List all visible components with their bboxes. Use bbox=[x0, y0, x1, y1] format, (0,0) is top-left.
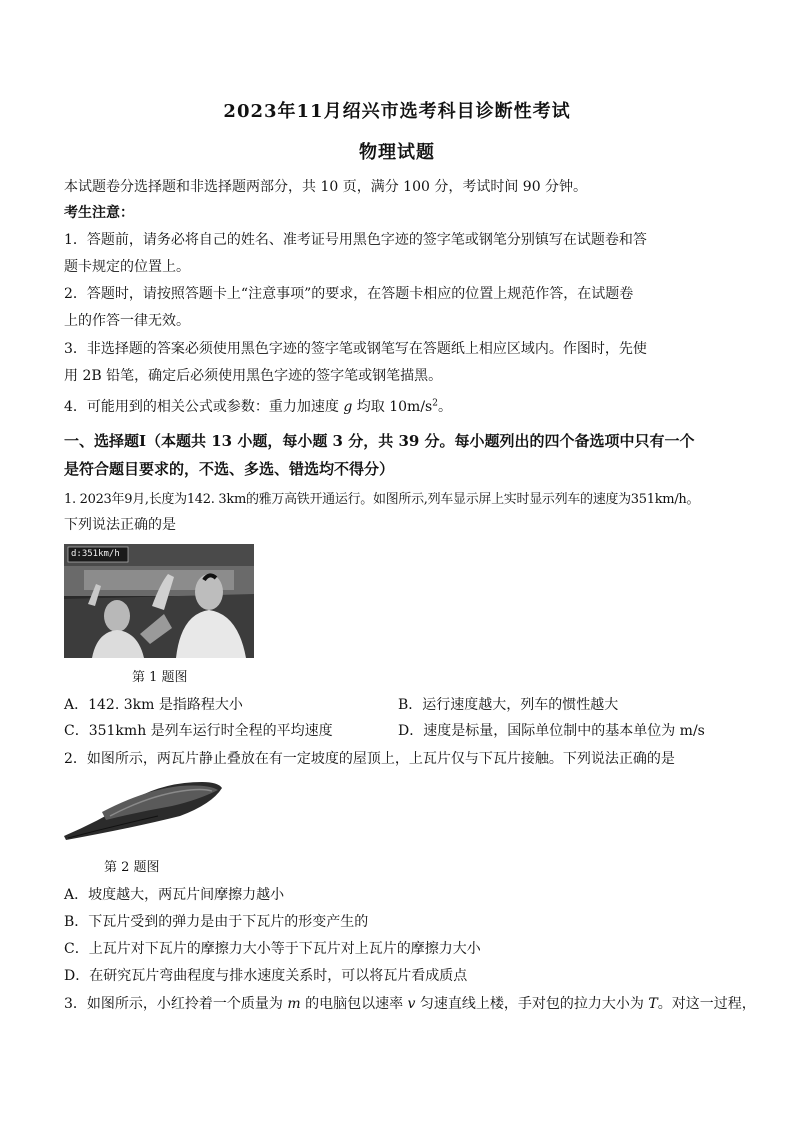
note-line: 3．非选择题的答案必须使用黑色字迹的签字笔或钢笔写在答题纸上相应区域内。作图时，先使 bbox=[64, 341, 647, 357]
q1-option-c: C．351kmh 是列车运行时全程的平均速度 bbox=[64, 723, 333, 739]
q2-option-d: D．在研究瓦片弯曲程度与排水速度关系时，可以将瓦片看成质点 bbox=[64, 968, 468, 984]
exam-title: 2023年11月绍兴市选考科目诊断性考试 bbox=[223, 101, 571, 122]
speed-display-text: d:351km/h bbox=[71, 549, 120, 559]
q1-option-d: D．速度是标量，国际单位制中的基本单位为 m/s bbox=[398, 723, 705, 739]
notice-heading: 考生注意： bbox=[64, 205, 134, 221]
train-interior-photo bbox=[64, 544, 254, 658]
note-line: 题卡规定的位置上。 bbox=[64, 259, 190, 275]
intro-summary: 本试题卷分选择题和非选择题两部分，共 10 页，满分 100 分，考试时间 90 分钟。 bbox=[64, 179, 588, 195]
note-4: 4．可能用到的相关公式或参数：重力加速度 g 均取 $10m/s^2$。 bbox=[64, 398, 452, 415]
train-photo-graphic bbox=[64, 544, 254, 658]
roof-tiles-graphic bbox=[62, 776, 224, 842]
q2-stem: 2．如图所示，两瓦片静止叠放在有一定坡度的屋顶上，上瓦片仅与下瓦片接触。下列说法正确的是 bbox=[64, 751, 675, 767]
note-line: 上的作答一律无效。 bbox=[64, 313, 190, 329]
q1-stem: 1. 2023年9月,长度为142. 3km的雅万高铁开通运行。如图所示,列车显示屏上实时显示列车的速度为351km/h。 bbox=[64, 492, 700, 507]
section-heading: 是符合题目要求的，不选、多选、错选均不得分） bbox=[64, 460, 395, 478]
roof-tiles-figure bbox=[62, 776, 224, 842]
q2-option-b: B．下瓦片受到的弹力是由于下瓦片的形变产生的 bbox=[64, 914, 369, 930]
q2-figure-caption: 第 2 题图 bbox=[104, 860, 160, 875]
note-line: 2．答题时，请按照答题卡上“注意事项”的要求，在答题卡相应的位置上规范作答，在试题卷 bbox=[64, 286, 634, 302]
q1-figure-caption: 第 1 题图 bbox=[132, 670, 188, 685]
q2-option-c: C．上瓦片对下瓦片的摩擦力大小等于下瓦片对上瓦片的摩擦力大小 bbox=[64, 941, 481, 957]
q2-option-a: A．坡度越大，两瓦片间摩擦力越小 bbox=[64, 887, 285, 903]
exam-subtitle: 物理试题 bbox=[359, 142, 435, 163]
q1-option-b: B．运行速度越大，列车的惯性越大 bbox=[398, 697, 619, 713]
q1-option-a: A．142. 3km 是指路程大小 bbox=[64, 697, 243, 713]
q1-stem: 下列说法正确的是 bbox=[64, 517, 176, 533]
note-line: 1．答题前，请务必将自己的姓名、准考证号用黑色字迹的签字笔或钢笔分别镇写在试题卷和答 bbox=[64, 232, 647, 248]
section-heading: 一、选择题Ⅰ（本题共 13 小题，每小题 3 分，共 39 分。每小题列出的四个备选项中只有一个 bbox=[64, 432, 695, 450]
note-line: 用 2B 铅笔，确定后必须使用黑色字迹的签字笔或钢笔描黑。 bbox=[64, 368, 443, 384]
q3-stem: 3．如图所示，小红拎着一个质量为 m 的电脑包以速率 v 匀速直线上楼，手对包的拉力大小为 T。对这一过程， bbox=[64, 996, 756, 1012]
